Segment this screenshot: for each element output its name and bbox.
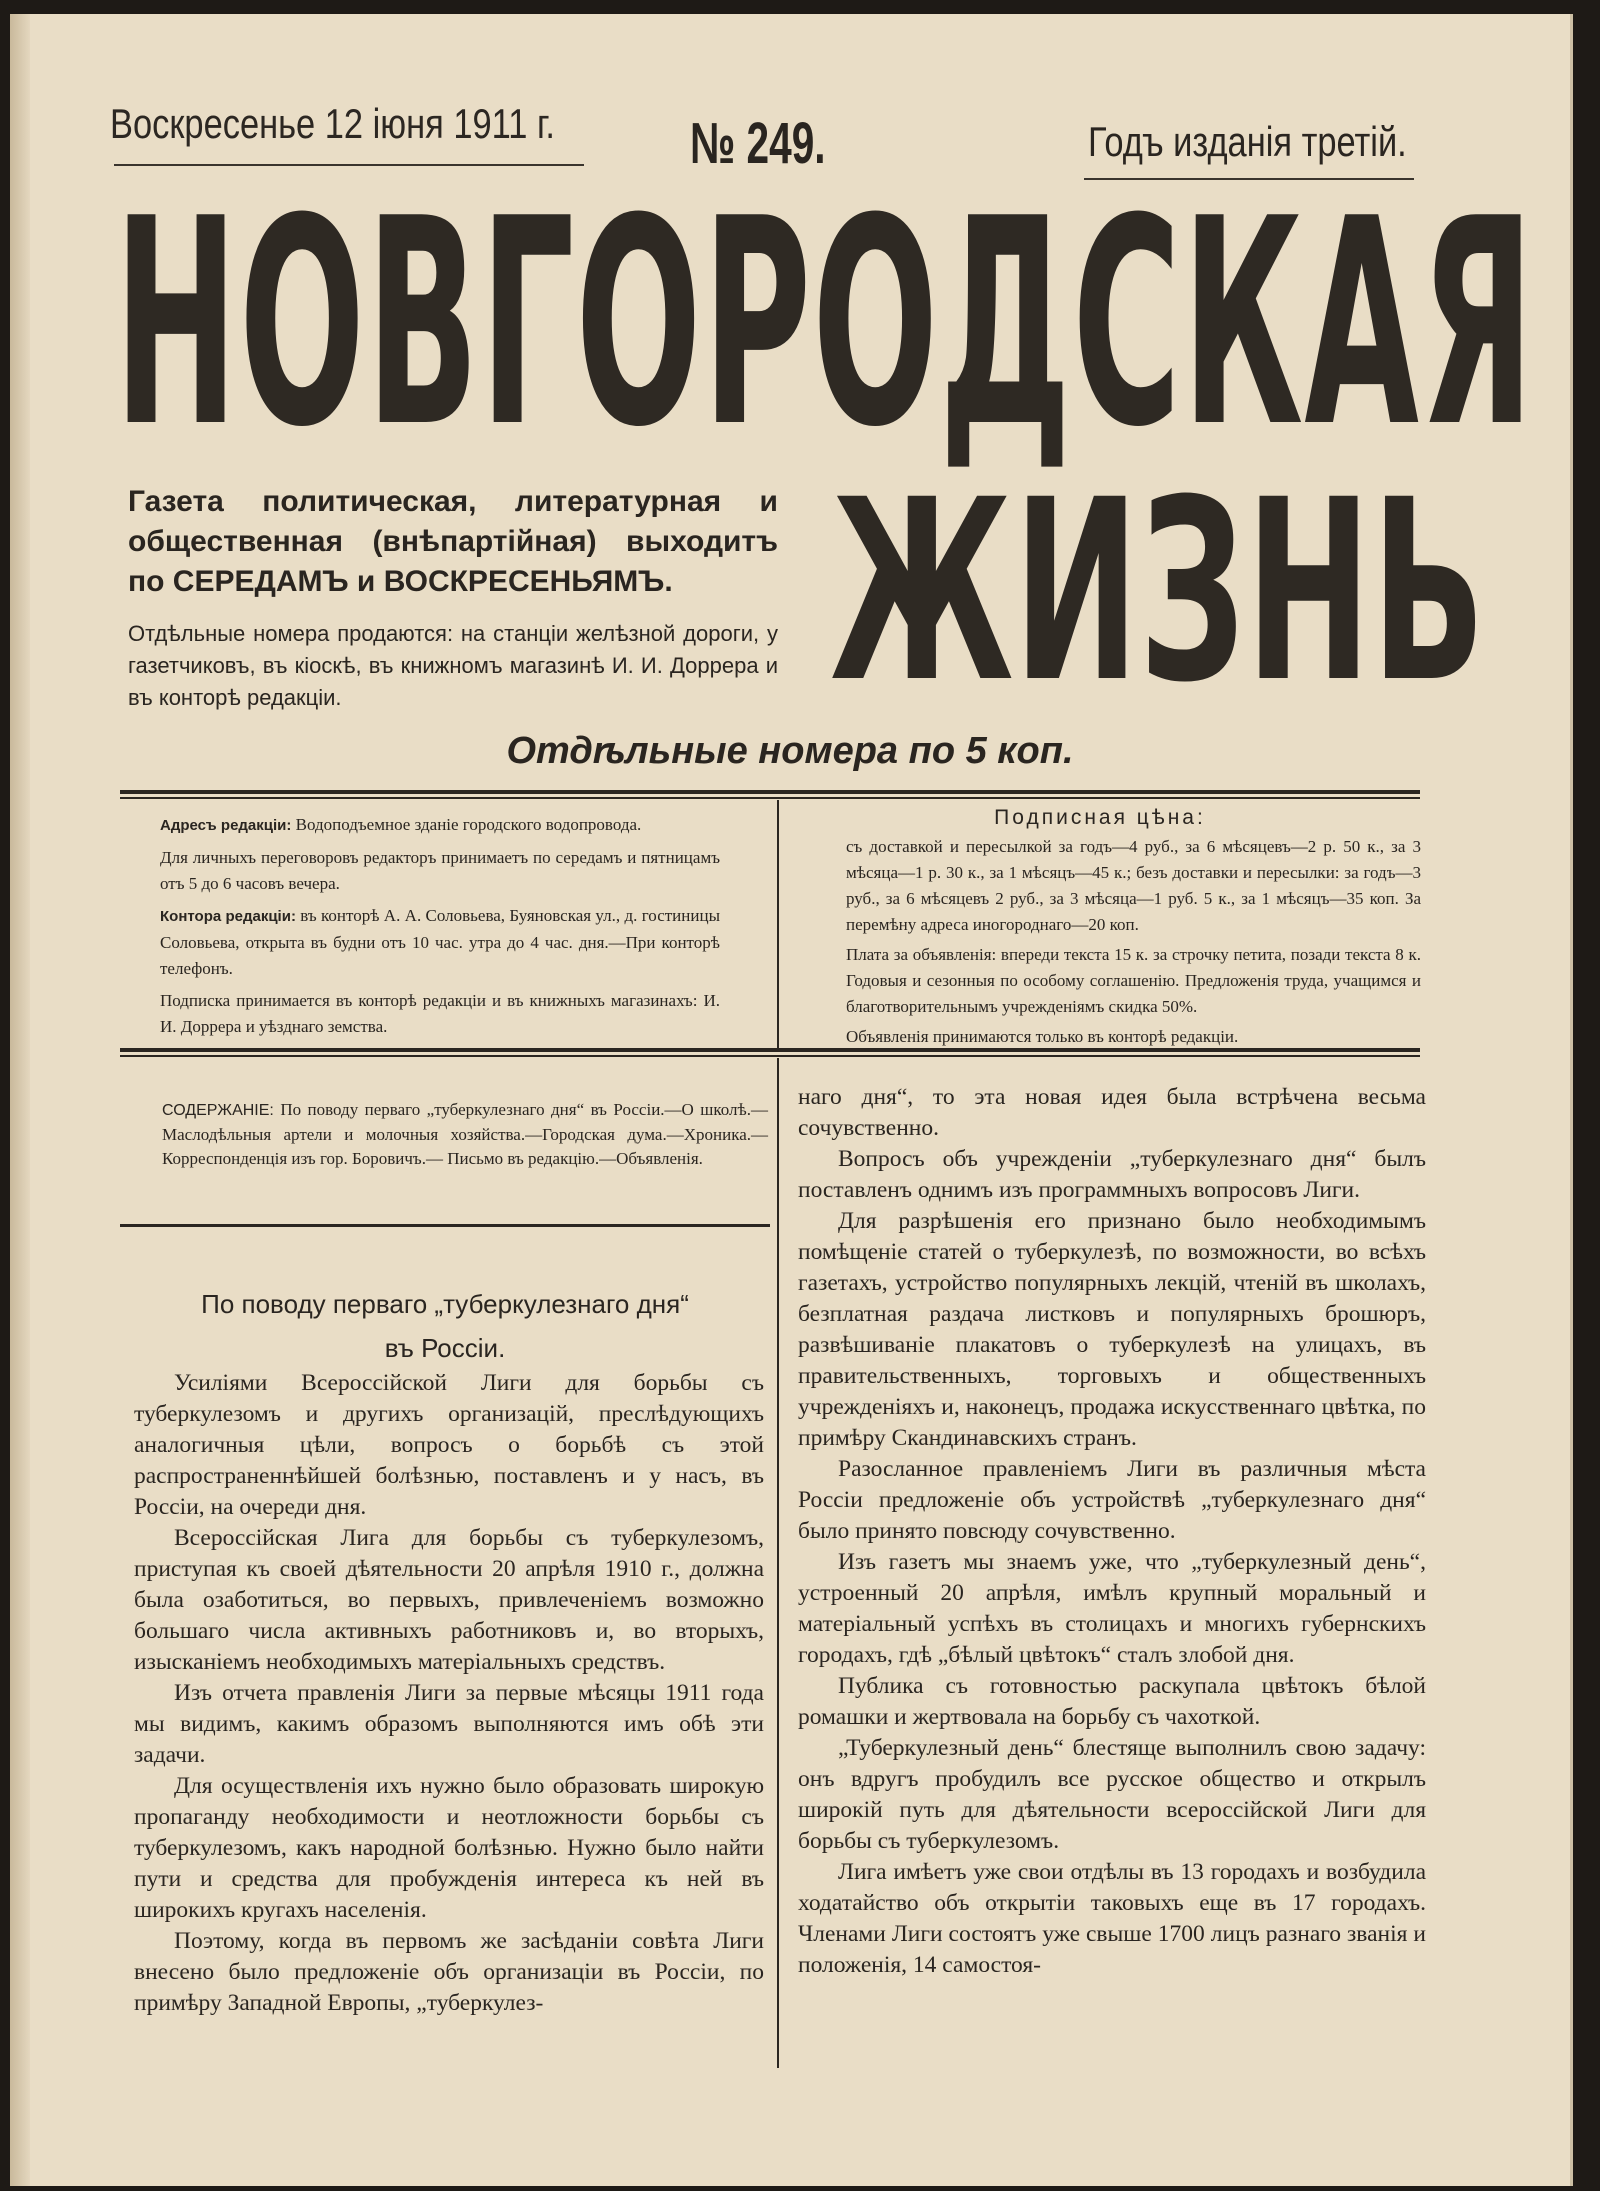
ad-rates: Плата за объявленія: впереди текста 15 к. за строчку петита, позади текста 8 к. Годовыя и сезонныя по особому соглашенію. Предложенія труда, учащимся и благотворительнымъ учрежденіямъ скидка 50%. <box>846 945 1421 1016</box>
subscription-note: Подписка принимается въ конторѣ редакціи и въ книжныхъ магазинахъ: И. И. Доррера и уѣзднаго земства. <box>160 991 720 1036</box>
office-label: Контора редакціи: <box>160 908 296 925</box>
newspaper-title-line1: НОВГОРОДСКАЯ <box>114 158 1536 490</box>
address-paragraph <box>160 812 720 839</box>
issue-date: Воскресенье 12 іюня 1911 г. <box>110 100 555 147</box>
article-column-left <box>134 1368 764 2019</box>
article-paragraph: Изъ газетъ мы знаемъ уже, что „туберкулезный день“, устроенный 20 апрѣля, имѣлъ крупный моральный и матеріальный успѣхъ въ столицахъ и многихъ губернскихъ городахъ, гдѣ „бѣлый цвѣтокъ“ сталъ злобой дня. <box>798 1549 1426 1668</box>
newspaper-page <box>10 14 1573 2186</box>
publication-year: Годъ изданія третій. <box>1088 118 1407 165</box>
contents-rule <box>120 1224 770 1227</box>
contents-label: СОДЕРЖАНІЕ: <box>162 1102 274 1119</box>
article-paragraph: „Туберкулезный день“ блестяще выполнилъ свою задачу: онъ вдругъ пробудилъ все русское общество и открылъ широкій путь для дѣятельности всероссійской Лиги для борьбы съ туберкулезомъ. <box>798 1735 1426 1854</box>
address-text: Водоподъемное зданіе городского водопровода. <box>295 815 642 834</box>
article-paragraph: Разосланное правленіемъ Лиги въ различныя мѣста Россіи предложеніе объ устройствѣ „туберкулезнаго дня“ было принято повсюду сочувственно. <box>798 1456 1426 1544</box>
subscription-prices: съ доставкой и пересылкой за годъ—4 руб., за 6 мѣсяцевъ—2 р. 50 к., за 3 мѣсяца—1 р. 30 к., за 1 мѣсяцъ—45 к.; безъ доставки и пересылки: за годъ—3 руб., за 6 мѣсяцевъ 2 руб., за 3 мѣсяца—1 руб. 5 к., за 1 мѣсяцъ—35 коп. За перемѣну адреса иногороднаго—20 коп. <box>846 837 1421 934</box>
masthead-rule-thin <box>120 797 1420 799</box>
sales-note: Отдѣльные номера продаются: на станціи желѣзной дороги, у газетчиковъ, въ кіоскѣ, въ книжномъ магазинѣ И. И. Доррера и въ конторѣ редакціи. <box>128 621 778 710</box>
table-of-contents <box>162 1098 768 1171</box>
issue-number: № 249. <box>690 111 826 176</box>
subscription-title: Подписная цѣна: <box>994 806 1206 829</box>
article-paragraph: Для разрѣшенія его признано было необходимымъ помѣщеніе статей о туберкулезѣ, по возможности, во всѣхъ газетахъ, устройство популярныхъ лекцій, чтеній въ школахъ, безплатная раздача листковъ и популярныхъ брошюръ, развѣшиваніе плакатовъ о туберкулезѣ на улицахъ, въ правительственныхъ, торговыхъ и общественныхъ учрежденіяхъ и, наконецъ, продажа искусственнаго цвѣтка, по примѣру Скандинавскихъ странъ. <box>798 1208 1426 1451</box>
article-paragraph: Изъ отчета правленія Лиги за первые мѣсяцы 1911 года мы видимъ, какимъ образомъ выполняются имъ обѣ эти задачи. <box>134 1680 764 1768</box>
address-label: Адресъ редакціи: <box>160 817 292 834</box>
office-text: въ конторѣ А. А. Соловьева, Буяновская ул., д. гостиницы Соловьева, открыта въ будни отъ 10 час. утра до 4 час. дня.—При конторѣ телефонъ. <box>160 906 720 978</box>
article-column-right <box>798 1082 1426 1981</box>
info-rule-thin <box>120 1055 1420 1057</box>
ad-acceptance: Объявленія принимаются только въ конторѣ редакціи. <box>846 1027 1239 1046</box>
body-column-divider <box>777 1058 779 2068</box>
info-column-divider <box>777 800 779 1048</box>
masthead-rule-thick <box>120 790 1420 794</box>
article-paragraph: Вопросъ объ учрежденіи „туберкулезнаго дня“ былъ поставленъ однимъ изъ программныхъ вопросовъ Лиги. <box>798 1146 1426 1203</box>
article-paragraph: Для осуществленія ихъ нужно было образовать широкую пропаганду необходимости и неотложности борьбы съ туберкулезомъ, какъ народной болѣзнью. Нужно было найти пути и средства для пробужденія интереса къ ней въ широкихъ кругахъ населенія. <box>134 1773 764 1923</box>
article-paragraph: Усиліями Всероссійской Лиги для борьбы съ туберкулезомъ и другихъ организацій, преслѣдующихъ аналогичныя цѣли, вопросъ о борьбѣ съ этой распространеннѣйшей болѣзнью, поставленъ и у насъ, въ Россіи, на очереди дня. <box>134 1370 764 1520</box>
article-title-line1: По поводу перваго „туберкулезнаго дня“ <box>201 1289 689 1319</box>
article-paragraph: Поэтому, когда въ первомъ же засѣданіи совѣта Лиги внесено было предложеніе объ организаціи въ Россіи, по примѣру Западной Европы, „туберкулез- <box>134 1928 764 2016</box>
article-paragraph: Лига имѣетъ уже свои отдѣлы въ 13 городахъ и возбудила ходатайство объ открытіи таковыхъ еще въ 17 городахъ. Членами Лиги состоятъ уже свыше 1700 лицъ разнаго званія и положенія, 14 самостоя- <box>798 1859 1426 1978</box>
article-paragraph: Публика съ готовностью раскупала цвѣтокъ бѣлой ромашки и жертвовала на борьбу съ чахоткой. <box>798 1673 1426 1730</box>
contents-text: По поводу перваго „туберкулезнаго дня“ въ Россіи.—О школѣ.—Маслодѣльныя артели и молочныя хозяйства.—Городская дума.—Хроника.—Корреспонденція изъ гор. Боровичъ.— Письмо въ редакцію.—Объявленія. <box>162 1100 768 1168</box>
single-issue-price: Отдѣльные номера по 5 коп. <box>506 730 1074 772</box>
article-title-line2: въ Россіи. <box>384 1333 506 1363</box>
office-paragraph <box>160 903 720 982</box>
article-paragraph-continued: наго дня“, то эта новая идея была встрѣчена весьма сочувственно. <box>798 1084 1426 1141</box>
editorial-address-block <box>160 812 720 1046</box>
article-title <box>120 1282 770 1370</box>
page-gutter-shadow <box>10 14 30 2186</box>
editor-hours: Для личныхъ переговоровъ редакторъ принимаетъ по середамъ и пятницамъ отъ 5 до 6 часовъ вечера. <box>160 848 720 893</box>
newspaper-tagline: Газета политическая, литературная и общественная (внѣпартійная) выходитъ по СЕРЕДАМЪ и ВОСКРЕСЕНЬЯМЪ. <box>128 485 778 598</box>
newspaper-title-line2: ЖИЗНЬ <box>830 446 1486 737</box>
subscription-block <box>846 834 1421 1054</box>
article-paragraph: Всероссійская Лига для борьбы съ туберкулезомъ, приступая къ своей дѣятельности 20 апрѣля 1910 г., должна была озаботиться, во первыхъ, привлеченіемъ возможно большаго числа активныхъ работниковъ и, во вторыхъ, изысканіемъ необходимыхъ матеріальныхъ средствъ. <box>134 1525 764 1675</box>
info-rule-thick <box>120 1048 1420 1052</box>
